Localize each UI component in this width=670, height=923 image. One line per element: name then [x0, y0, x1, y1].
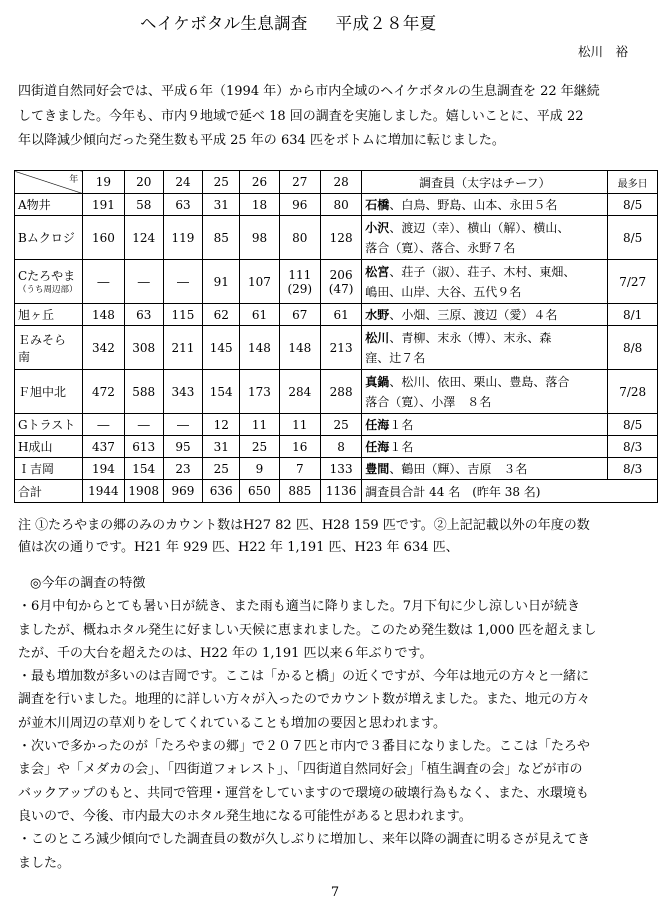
site-name: Gトラスト: [18, 418, 76, 432]
members-text: 、渡辺（幸）、横山（解）、横山、: [389, 220, 570, 235]
count-value: 58: [136, 197, 152, 212]
count-cell: [83, 260, 124, 304]
count-cell: [320, 370, 361, 414]
count-value: 213: [329, 340, 353, 355]
count-cell: [279, 436, 320, 458]
count-cell: [279, 216, 320, 260]
count-cell: [203, 458, 240, 480]
count-cell: [320, 414, 361, 436]
count-cell: [83, 304, 124, 326]
members-cell: [362, 216, 608, 260]
feature-line: が並木川周辺の草刈りをしてくれていることも増加の要因と思われます。: [18, 715, 446, 731]
members-text: 嶋田、山岸、大谷、五代９名: [365, 284, 522, 299]
count-value: 95: [175, 439, 191, 454]
members-text: 、白鳥、野島、山本、永田５名: [389, 197, 558, 212]
last-day-header: 最多日: [608, 171, 658, 194]
feature-line: ま会」や「メダカの会」、「四街道フォレスト」、「四街道自然同好会」「植生調査の会」などが市の: [18, 762, 583, 778]
count-value: 148: [288, 340, 312, 355]
feature-line: ました。: [18, 855, 71, 871]
count-value: 148: [248, 340, 271, 355]
total-value: 969: [163, 480, 202, 503]
count-cell: [203, 370, 240, 414]
members-text: １名: [389, 439, 414, 454]
count-cell: [124, 260, 163, 304]
count-sub-value: (47): [328, 281, 354, 296]
total-members: 調査員合計 44 名 (昨年 38 名): [362, 480, 658, 503]
site-cell: [15, 194, 83, 216]
last-day-cell: 8/5: [608, 216, 658, 260]
count-value: 145: [209, 340, 233, 355]
site-name: Ｅみそら: [18, 332, 67, 347]
count-cell: [163, 370, 202, 414]
count-cell: [163, 436, 202, 458]
count-value: 154: [209, 384, 233, 399]
count-value: 25: [333, 417, 349, 432]
site-sub-label: （うち周辺部）: [18, 285, 78, 295]
count-value: 288: [329, 384, 353, 399]
table-row: [15, 304, 658, 326]
count-cell: [240, 326, 279, 370]
last-day-cell: 8/5: [608, 194, 658, 216]
count-value: 11: [251, 417, 268, 432]
table-row: [15, 370, 658, 414]
count-cell: [279, 414, 320, 436]
site-name: Ｉ吉岡: [18, 462, 55, 476]
total-value: 636: [203, 480, 240, 503]
count-value: 25: [213, 461, 229, 476]
members-text: 、青柳、末永（博）、末永、森: [389, 330, 552, 345]
feature-line: ましたが、概ねホタル発生に好ましい天候に恵まれました。このため発生数は 1,000 匹を超えまし: [18, 622, 597, 638]
count-cell: [124, 436, 163, 458]
count-value: 148: [91, 307, 115, 322]
total-value: 650: [240, 480, 279, 503]
count-cell: [124, 370, 163, 414]
site-name: Ｆ旭中北: [18, 385, 67, 399]
count-cell: [163, 414, 202, 436]
site-cell: [15, 216, 83, 260]
count-cell: [240, 260, 279, 304]
title-main: ヘイケボタル生息調査: [140, 14, 308, 33]
feature-line: 良いので、今後、市内最大のホタル発生地になる可能性があると思われます。: [18, 808, 472, 824]
count-cell: [279, 260, 320, 304]
count-value: ―: [176, 417, 189, 432]
table-note: [18, 515, 658, 559]
feature-line: 調査を行いました。地理的に詳しい方々が入ったのでカウント数が増えました。また、地元の方々: [18, 692, 591, 708]
chief-name: 任海: [365, 439, 390, 454]
author-name: 松川 裕: [577, 44, 628, 59]
total-value: 885: [279, 480, 320, 503]
site-name-line2: 南: [18, 349, 31, 364]
count-cell: [240, 194, 279, 216]
year-header: 27: [279, 171, 320, 194]
count-cell: [320, 326, 361, 370]
chief-name: 真鍋: [365, 374, 390, 389]
count-value: 11: [292, 417, 308, 432]
members-cell: [362, 326, 608, 370]
members-cell: [362, 414, 608, 436]
chief-name: 水野: [365, 307, 390, 322]
count-cell: [203, 194, 240, 216]
count-cell: [124, 304, 163, 326]
count-value: 91: [213, 274, 229, 289]
count-value: 61: [251, 307, 268, 322]
count-value: 62: [213, 307, 229, 322]
site-name: A物井: [18, 198, 51, 212]
count-cell: [240, 436, 279, 458]
last-day-cell: 8/8: [608, 326, 658, 370]
count-cell: [240, 370, 279, 414]
site-cell: [15, 458, 83, 480]
feature-line: バックアップのもと、共同で管理・運営をしていますので環境の破壊行為もなく、また、水環境も: [18, 785, 589, 801]
site-cell: [15, 370, 83, 414]
last-day-cell: 7/28: [608, 370, 658, 414]
count-value: 194: [91, 461, 115, 476]
count-value: 342: [91, 340, 115, 355]
members-cell: [362, 304, 608, 326]
count-value: 23: [175, 461, 191, 476]
chief-name: 豊間: [365, 461, 390, 476]
count-value: ―: [97, 274, 110, 289]
page-title: [140, 10, 540, 34]
members-text: 、松川、依田、栗山、豊島、落合: [389, 374, 570, 389]
count-cell: [83, 458, 124, 480]
count-value: 115: [171, 307, 195, 322]
count-value: ―: [97, 417, 110, 432]
count-cell: [279, 304, 320, 326]
count-cell: [163, 458, 202, 480]
year-header: 26: [240, 171, 279, 194]
chief-name: 松宮: [365, 264, 390, 279]
table-row: [15, 216, 658, 260]
last-day-cell: 7/27: [608, 260, 658, 304]
count-cell: [124, 326, 163, 370]
count-cell: [203, 326, 240, 370]
members-text: 、荘子（淑）、荘子、木村、東畑、: [389, 264, 576, 279]
count-cell: [163, 304, 202, 326]
count-cell: [320, 260, 361, 304]
count-value: ―: [176, 274, 189, 289]
last-day-cell: 8/1: [608, 304, 658, 326]
table-row: [15, 194, 658, 216]
chief-name: 松川: [365, 330, 390, 345]
site-name: 旭ヶ丘: [18, 308, 55, 322]
count-value: 160: [91, 230, 115, 245]
count-value: 111: [288, 267, 312, 282]
site-cell: [15, 260, 83, 304]
count-cell: [279, 370, 320, 414]
count-cell: [279, 194, 320, 216]
year-header: 25: [203, 171, 240, 194]
count-value: 96: [292, 197, 308, 212]
last-day-cell: 8/5: [608, 414, 658, 436]
count-value: 85: [213, 230, 229, 245]
count-cell: [124, 458, 163, 480]
count-cell: [83, 216, 124, 260]
count-value: 154: [132, 461, 156, 476]
table-corner-cell: [15, 171, 83, 194]
count-value: 472: [91, 384, 115, 399]
members-text: １名: [389, 417, 414, 432]
count-value: 25: [251, 439, 268, 454]
count-cell: [320, 458, 361, 480]
count-cell: [320, 194, 361, 216]
site-cell: [15, 304, 83, 326]
count-value: 63: [175, 197, 191, 212]
count-value: 613: [132, 439, 156, 454]
count-cell: [83, 370, 124, 414]
corner-label: 年: [69, 175, 79, 185]
count-value: ―: [137, 274, 150, 289]
count-value: 588: [132, 384, 156, 399]
note-line: 注 ①たろやまの郷のみのカウント数はH27 82 匹、H28 159 匹です。②上記記載以外の年度の数: [18, 518, 590, 533]
count-cell: [203, 260, 240, 304]
count-value: 173: [248, 384, 271, 399]
members-cell: [362, 436, 608, 458]
chief-name: 任海: [365, 417, 390, 432]
members-cell: [362, 458, 608, 480]
count-value: 206: [329, 267, 353, 282]
chief-name: 小沢: [365, 220, 390, 235]
count-cell: [163, 260, 202, 304]
count-cell: [279, 326, 320, 370]
count-value: 128: [329, 230, 353, 245]
year-header: 28: [320, 171, 361, 194]
total-value: 1908: [124, 480, 163, 503]
count-value: ―: [137, 417, 150, 432]
page-number: 7: [330, 885, 340, 900]
feature-line: ・次いで多かったのが「たろやまの郷」で２０７匹と市内で３番目になりました。ここは「たろや: [18, 739, 591, 755]
year-header: 20: [124, 171, 163, 194]
count-cell: [83, 326, 124, 370]
count-value: 7: [295, 461, 304, 476]
intro-line: 四街道自然同好会では、平成６年（1994 年）から市内全域のヘイケボタルの生息調査を 22 年継続: [18, 84, 600, 99]
count-value: 107: [248, 274, 271, 289]
count-value: 18: [251, 197, 268, 212]
table-row: [15, 260, 658, 304]
count-value: 8: [337, 439, 345, 454]
table-row: [15, 414, 658, 436]
count-value: 191: [91, 197, 115, 212]
table-row: [15, 436, 658, 458]
count-cell: [124, 194, 163, 216]
count-value: 31: [213, 197, 229, 212]
year-header: 19: [83, 171, 124, 194]
count-cell: [240, 304, 279, 326]
count-cell: [203, 436, 240, 458]
table-header-row: [15, 171, 658, 194]
count-cell: [320, 436, 361, 458]
last-day-cell: 8/3: [608, 458, 658, 480]
count-value: 119: [171, 230, 195, 245]
count-cell: [279, 458, 320, 480]
count-value: 67: [292, 307, 308, 322]
count-value: 9: [255, 461, 264, 476]
count-cell: [124, 216, 163, 260]
count-cell: [240, 458, 279, 480]
count-value: 61: [333, 307, 349, 322]
total-value: 1136: [320, 480, 361, 503]
title-sub: 平成２８年夏: [335, 14, 437, 33]
feature-line: ・6月中旬からとても暑い日が続き、また雨も適当に降りました。7月下旬に少し涼しい日が続き: [18, 599, 581, 615]
count-cell: [203, 414, 240, 436]
features-heading: ◎今年の調査の特徴: [30, 576, 146, 591]
count-value: 12: [213, 417, 229, 432]
total-value: 1944: [83, 480, 124, 503]
site-cell: [15, 414, 83, 436]
count-value: 98: [251, 230, 268, 245]
count-cell: [240, 414, 279, 436]
table-row: [15, 458, 658, 480]
count-cell: [124, 414, 163, 436]
year-header: 24: [163, 171, 202, 194]
members-text: 、小畑、三原、渡辺（愛）４名: [389, 307, 558, 322]
members-text: 、鶴田（輝）、吉原 ３名: [389, 461, 528, 476]
count-value: 31: [213, 439, 229, 454]
count-cell: [163, 216, 202, 260]
feature-line: たが、千の大台を超えたのは、H22 年の 1,191 匹以来６年ぶりです。: [18, 645, 433, 661]
count-value: 343: [171, 384, 195, 399]
total-row: [15, 480, 658, 503]
count-value: 124: [132, 230, 156, 245]
survey-table: [14, 170, 658, 503]
site-name: Bムクロジ: [18, 231, 75, 245]
last-day-cell: 8/3: [608, 436, 658, 458]
count-value: 16: [292, 439, 308, 454]
count-cell: [203, 304, 240, 326]
count-cell: [83, 414, 124, 436]
total-label: 合計: [15, 480, 83, 503]
site-cell: [15, 326, 83, 370]
site-cell: [15, 436, 83, 458]
count-sub-value: (29): [287, 281, 313, 296]
table-row: [15, 326, 658, 370]
count-value: 80: [292, 230, 308, 245]
count-cell: [83, 436, 124, 458]
count-cell: [203, 216, 240, 260]
members-cell: [362, 260, 608, 304]
chief-name: 石橋: [365, 197, 390, 212]
feature-line: ・このところ減少傾向でした調査員の数が久しぶりに増加し、来年以降の調査に明るさが見えてき: [18, 832, 591, 848]
count-cell: [163, 326, 202, 370]
intro-line: 年以降減少傾向だった発生数も平成 25 年の 634 匹をボトムに増加に転じました。: [18, 133, 505, 148]
intro-line: してきました。今年も、市内９地域で延べ 18 回の調査を実施しました。嬉しいことに、平成 22: [18, 108, 584, 124]
members-header: 調査員（太字はチーフ）: [362, 171, 608, 194]
feature-line: ・最も増加数が多いのは吉岡です。ここは「かると橋」の近くですが、今年は地元の方々と一緒に: [18, 669, 589, 685]
count-cell: [320, 216, 361, 260]
count-value: 80: [333, 197, 349, 212]
members-text: 落合（寛）、小澤 ８名: [365, 394, 492, 409]
count-value: 211: [171, 340, 195, 355]
intro-paragraph: [18, 80, 658, 154]
note-line: 値は次の通りです。H21 年 929 匹、H22 年 1,191 匹、H23 年 634 匹、: [18, 540, 459, 555]
count-cell: [240, 216, 279, 260]
members-cell: [362, 370, 608, 414]
members-cell: [362, 194, 608, 216]
site-name: Cたろやま: [18, 269, 76, 283]
members-text: 落合（寛）、落合、永野７名: [365, 240, 516, 255]
features-section: [18, 572, 663, 875]
count-cell: [163, 194, 202, 216]
count-value: 437: [91, 439, 115, 454]
count-value: 133: [329, 461, 353, 476]
count-value: 308: [132, 340, 156, 355]
count-cell: [83, 194, 124, 216]
site-name: H成山: [18, 440, 53, 454]
members-text: 窪、辻７名: [365, 350, 426, 365]
count-value: 284: [288, 384, 312, 399]
count-cell: [320, 304, 361, 326]
count-value: 63: [136, 307, 152, 322]
